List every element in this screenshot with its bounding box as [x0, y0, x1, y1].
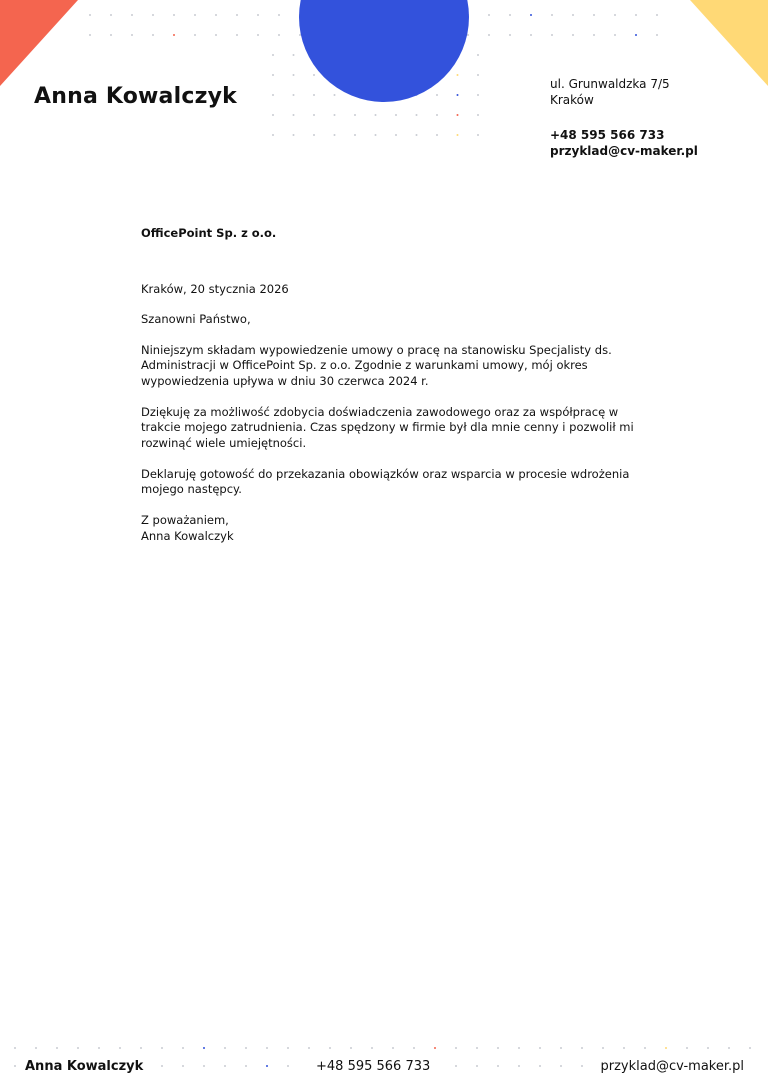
pattern-dot	[436, 94, 438, 96]
pattern-dot	[224, 1047, 226, 1049]
pattern-dot	[509, 34, 511, 36]
paragraph-thanks: Dziękuję za możliwość zdobycia doświadczenia zawodowego oraz za współpracę w trakcie mojego zatrudnienia. Czas spędzony w firmie był dla mnie cenny i pozwolił mi rozwinąć wiele umiejętności.	[141, 404, 634, 450]
pattern-dot	[392, 1047, 394, 1049]
pattern-dot	[131, 34, 133, 36]
greeting: Szanowni Państwo,	[141, 312, 251, 326]
pattern-dot	[334, 114, 336, 116]
pattern-dot	[272, 74, 274, 76]
pattern-dot	[119, 1047, 121, 1049]
paragraph-resignation: Niniejszym składam wypowiedzenie umowy o pracę na stanowisku Specjalisty ds. Administracji w OfficePoint Sp. z o.o. Zgodnie z warunkami umowy, mój okres wypowiedzenia upływa w dniu 30 czerwca 2024 r.	[141, 342, 612, 388]
pattern-dot	[749, 1047, 751, 1049]
pattern-dot	[635, 34, 637, 36]
pattern-dot	[728, 1047, 730, 1049]
pattern-dot	[436, 134, 438, 136]
pattern-dot	[593, 14, 595, 16]
pattern-dot	[477, 134, 479, 136]
pattern-dot	[530, 34, 532, 36]
pattern-dot	[272, 54, 274, 56]
pattern-dot	[334, 134, 336, 136]
pattern-dot	[110, 34, 112, 36]
letter-body	[141, 226, 641, 544]
pattern-dot	[602, 1047, 604, 1049]
pattern-dot	[686, 1047, 688, 1049]
pattern-dot	[194, 14, 196, 16]
pattern-dot	[236, 34, 238, 36]
pattern-dot	[354, 114, 356, 116]
pattern-dot	[593, 34, 595, 36]
paragraph-handover: Deklaruję gotowość do przekazania obowiązków oraz wsparcia w procesie wdrożenia mojego następcy.	[141, 466, 630, 496]
pattern-dot	[173, 14, 175, 16]
pattern-dot	[152, 34, 154, 36]
pattern-dot	[457, 134, 459, 136]
pattern-dot	[203, 1047, 205, 1049]
pattern-dot	[313, 94, 315, 96]
pattern-dot	[272, 114, 274, 116]
pattern-dot	[313, 114, 315, 116]
pattern-dot	[161, 1047, 163, 1049]
yellow-corner-shape	[690, 0, 768, 86]
pattern-dot	[477, 74, 479, 76]
footer-phone: +48 595 566 733	[316, 1059, 431, 1074]
pattern-dot	[257, 34, 259, 36]
pattern-dot	[455, 1047, 457, 1049]
pattern-dot	[476, 1047, 478, 1049]
footer	[0, 1058, 768, 1078]
pattern-dot	[89, 34, 91, 36]
pattern-dot	[457, 94, 459, 96]
pattern-dot	[375, 134, 377, 136]
closing: Z poważaniem,	[141, 513, 229, 527]
pattern-dot	[14, 1047, 16, 1049]
pattern-dot	[416, 114, 418, 116]
pattern-dot	[293, 94, 295, 96]
pattern-dot	[152, 14, 154, 16]
pattern-dot	[371, 1047, 373, 1049]
pattern-dot	[245, 1047, 247, 1049]
pattern-dot	[623, 1047, 625, 1049]
address-line-2: Kraków	[550, 93, 594, 107]
pattern-dot	[98, 1047, 100, 1049]
pattern-dot	[457, 114, 459, 116]
pattern-dot	[436, 114, 438, 116]
pattern-dot	[413, 1047, 415, 1049]
pattern-dot	[182, 1047, 184, 1049]
pattern-dot	[488, 14, 490, 16]
pattern-dot	[656, 14, 658, 16]
signature: Anna Kowalczyk	[141, 528, 234, 543]
blue-circle-shape	[299, 0, 469, 102]
pattern-dot	[215, 34, 217, 36]
date-line: Kraków, 20 stycznia 2026	[141, 281, 289, 296]
contact-block	[550, 76, 698, 159]
pattern-dot	[395, 114, 397, 116]
pattern-dot	[477, 94, 479, 96]
pattern-dot	[89, 14, 91, 16]
pattern-dot	[457, 74, 459, 76]
pattern-dot	[293, 54, 295, 56]
pattern-dot	[293, 74, 295, 76]
pattern-dot	[644, 1047, 646, 1049]
pattern-dot	[434, 1047, 436, 1049]
pattern-dot	[477, 114, 479, 116]
pattern-dot	[539, 1047, 541, 1049]
pattern-dot	[313, 74, 315, 76]
pattern-dot	[707, 1047, 709, 1049]
pattern-dot	[467, 34, 469, 36]
phone-number: +48 595 566 733	[550, 128, 665, 142]
pattern-dot	[560, 1047, 562, 1049]
pattern-dot	[299, 34, 301, 36]
pattern-dot	[194, 34, 196, 36]
pattern-dot	[236, 14, 238, 16]
pattern-dot	[140, 1047, 142, 1049]
pattern-dot	[173, 34, 175, 36]
pattern-dot	[272, 134, 274, 136]
pattern-dot	[35, 1047, 37, 1049]
pattern-dot	[416, 134, 418, 136]
pattern-dot	[293, 134, 295, 136]
recipient-company: OfficePoint Sp. z o.o.	[141, 226, 277, 240]
pattern-dot	[488, 34, 490, 36]
pattern-dot	[56, 1047, 58, 1049]
pattern-dot	[530, 14, 532, 16]
pattern-dot	[497, 1047, 499, 1049]
pattern-dot	[272, 94, 274, 96]
pattern-dot	[350, 1047, 352, 1049]
pattern-dot	[257, 14, 259, 16]
pattern-dot	[614, 34, 616, 36]
pattern-dot	[131, 14, 133, 16]
pattern-dot	[477, 54, 479, 56]
pattern-dot	[614, 14, 616, 16]
pattern-dot	[354, 134, 356, 136]
footer-name: Anna Kowalczyk	[25, 1059, 144, 1074]
coral-corner-shape	[0, 0, 78, 86]
pattern-dot	[635, 14, 637, 16]
pattern-dot	[293, 114, 295, 116]
pattern-dot	[77, 1047, 79, 1049]
footer-email: przyklad@cv-maker.pl	[600, 1059, 744, 1074]
pattern-dot	[334, 94, 336, 96]
pattern-dot	[665, 1047, 667, 1049]
pattern-dot	[313, 134, 315, 136]
pattern-dot	[395, 134, 397, 136]
pattern-dot	[551, 34, 553, 36]
pattern-dot	[329, 1047, 331, 1049]
pattern-dot	[215, 14, 217, 16]
pattern-dot	[278, 14, 280, 16]
pattern-dot	[287, 1047, 289, 1049]
pattern-dot	[509, 14, 511, 16]
pattern-dot	[551, 14, 553, 16]
pattern-dot	[572, 14, 574, 16]
pattern-dot	[572, 34, 574, 36]
pattern-dot	[278, 34, 280, 36]
pattern-dot	[581, 1047, 583, 1049]
pattern-dot	[308, 1047, 310, 1049]
pattern-dot	[518, 1047, 520, 1049]
pattern-dot	[656, 34, 658, 36]
pattern-dot	[266, 1047, 268, 1049]
email-address: przyklad@cv-maker.pl	[550, 144, 698, 158]
applicant-name: Anna Kowalczyk	[34, 84, 237, 109]
pattern-dot	[110, 14, 112, 16]
pattern-dot	[375, 114, 377, 116]
address-line-1: ul. Grunwaldzka 7/5	[550, 77, 670, 91]
